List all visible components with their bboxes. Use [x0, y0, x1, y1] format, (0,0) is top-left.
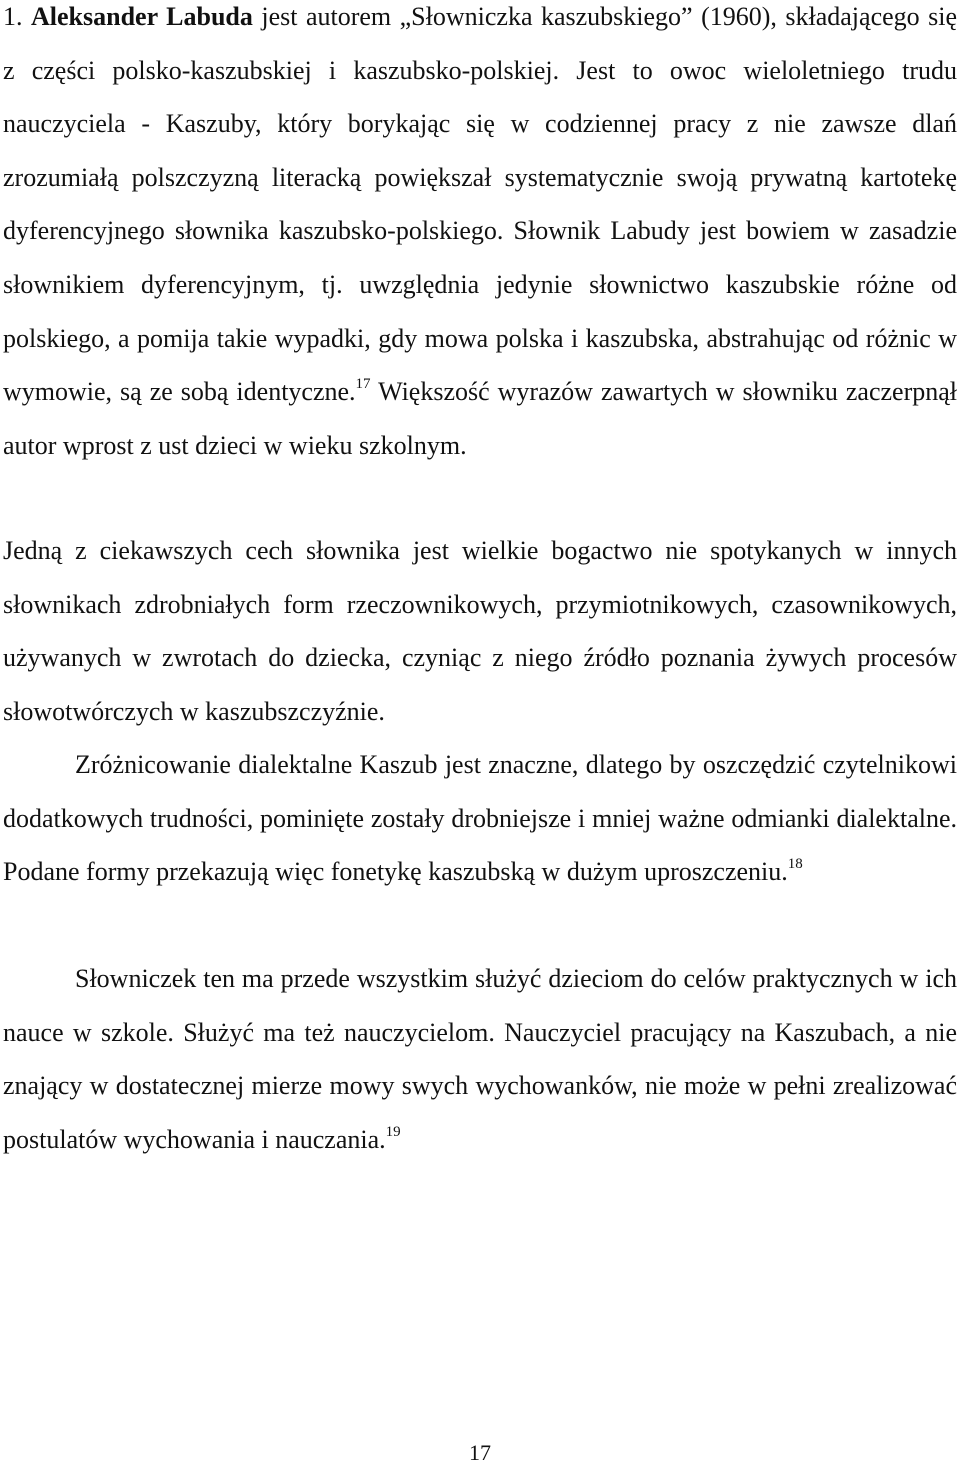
page-number: 17 [469, 1440, 491, 1465]
paragraph-dialect-differentiation [3, 738, 957, 899]
footnote-ref: 18 [787, 856, 803, 873]
list-number: 1. [3, 2, 23, 31]
paragraph-text: Zróżnicowanie dialektalne Kaszub jest znaczne, dlatego by oszczędzić czytelnikowi dodatkowych trudności, pominięte zostały drobniejsze i mniej ważne odmianki dialektalne. Podane formy przekazują więc fonetykę kaszubską w dużym uproszczeniu. [3, 750, 957, 887]
paragraph-labuda-dictionary [3, 0, 957, 472]
paragraph-diminutive-forms [3, 524, 957, 738]
paragraph-text: jest autorem „Słowniczka kaszubskiego” (1960), składającego się z części polsko-kaszubskiej i kaszubsko-polskiej. Jest to owoc wieloletniego trudu nauczyciela - Kaszuby, który borykając się w codziennej pracy z nie zawsze dlań zrozumiałą polszczyzną literacką powiększał systematycznie swoją prywatną kartotekę dyferencyjnego słownika kaszubsko-polskiego. Słownik Labudy jest bowiem w zasadzie słownikiem dyferencyjnym, tj. uwzględnia jedynie słownictwo kaszubskie różne od polskiego, a pomija takie wypadki, gdy mowa polska i kaszubska, abstrahując od różnic w wymowie, są ze sobą identyczne. [3, 2, 958, 407]
paragraph-text: Jedną z ciekawszych cech słownika jest wielkie bogactwo nie spotykanych w innych słownikach zdrobniałych form rzeczownikowych, przymiotnikowych, czasownikowych, używanych w zwrotach do dziecka, czyniąc z niego źródło poznania żywych procesów słowotwórczych w kaszubszczyźnie. [3, 536, 957, 726]
paragraph-text: Większość wyrazów zawartych w słowniku zaczerpnął autor wprost z ust dzieci w wieku szkolnym. [3, 377, 957, 460]
footnote-ref: 19 [385, 1123, 401, 1140]
paragraph-text: Słowniczek ten ma przede wszystkim służyć dzieciom do celów praktycznych w ich nauce w szkole. Służyć ma też nauczycielom. Nauczyciel pracujący na Kaszubach, a nie znający w dostatecznej mierze mowy swych wychowanków, nie może w pełni zrealizować postulatów wychowania i nauczania. [3, 964, 957, 1154]
author-name: Aleksander Labuda [31, 2, 253, 31]
paragraph-dictionary-purpose [3, 952, 957, 1166]
footnote-ref: 17 [355, 376, 371, 393]
